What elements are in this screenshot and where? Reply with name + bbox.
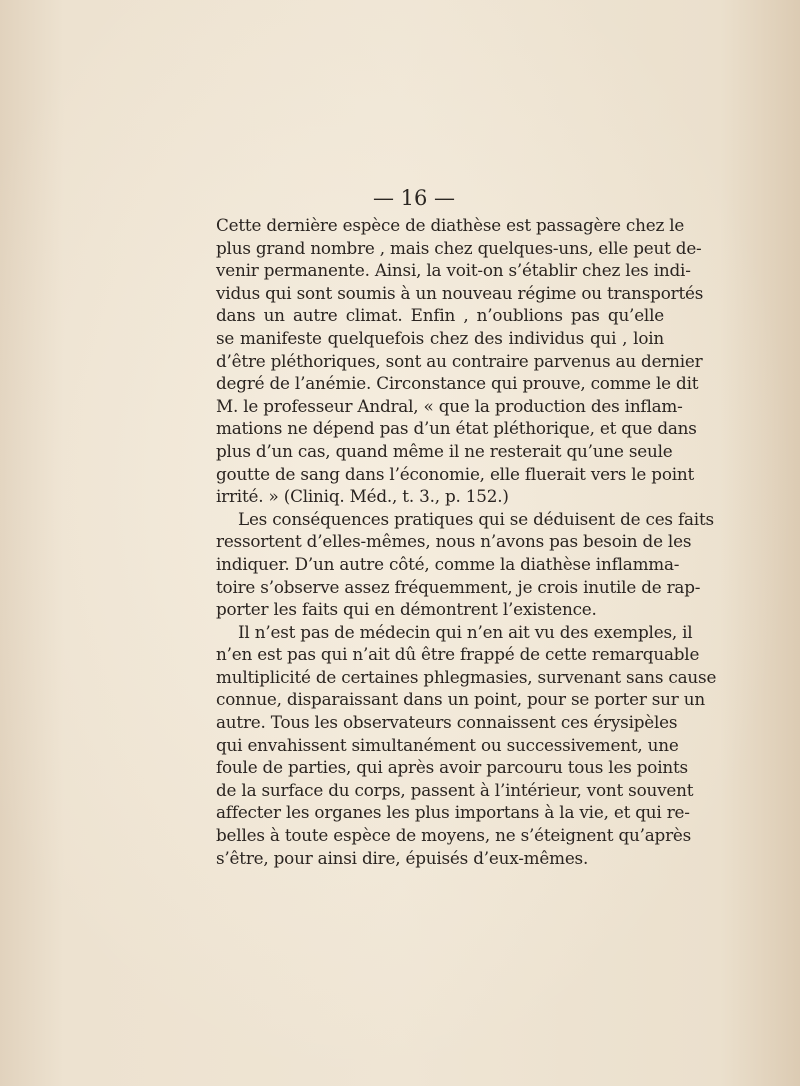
text-line: plus grand nombre , mais chez quelques-uns, elle peut de- <box>216 237 702 258</box>
text-line: Les conséquences pratiques qui se déduisent de ces faits <box>238 508 714 529</box>
text-line: venir permanente. Ainsi, la voit-on s’établir chez les indi- <box>216 260 691 281</box>
text-line: irrité. » (Cliniq. Méd., t. 3., p. 152.) <box>216 486 509 507</box>
text-line: de la surface du corps, passent à l’intérieur, vont souvent <box>216 779 694 800</box>
body-text <box>216 214 717 869</box>
text-line: ressortent d’elles-mêmes, nous n’avons pas besoin de les <box>216 531 692 552</box>
text-line: degré de l’anémie. Circonstance qui prouve, comme le dit <box>216 373 699 394</box>
text-line: Il n’est pas de médecin qui n’en ait vu des exemples, il <box>238 621 693 642</box>
text-line: autre. Tous les observateurs connaissent ces érysipèles <box>216 712 678 733</box>
paragraph-2 <box>216 508 714 621</box>
paragraph-1 <box>216 214 704 508</box>
text-line: toire s’observe assez fréquemment, je crois inutile de rap- <box>216 576 701 597</box>
paragraph-3 <box>216 621 717 870</box>
text-line: dans un autre climat. Enfin , n’oublions pas qu’elle <box>216 305 664 326</box>
page-number: — 16 — <box>372 186 456 210</box>
text-line: goutte de sang dans l’économie, elle fluerait vers le point <box>216 463 695 484</box>
text-line: vidus qui sont soumis à un nouveau régime ou transportés <box>216 282 704 303</box>
text-line: d’être pléthoriques, sont au contraire parvenus au dernier <box>216 350 703 371</box>
text-line: mations ne dépend pas d’un état pléthorique, et que dans <box>216 418 697 439</box>
text-line: s’être, pour ainsi dire, épuisés d’eux-mêmes. <box>216 847 589 868</box>
text-line: qui envahissent simultanément ou successivement, une <box>216 734 679 755</box>
text-line: affecter les organes les plus importans à la vie, et qui re- <box>216 802 690 823</box>
text-line: belles à toute espèce de moyens, ne s’éteignent qu’après <box>216 825 692 846</box>
text-line: Cette dernière espèce de diathèse est passagère chez le <box>216 215 685 235</box>
text-line: porter les faits qui en démontrent l’existence. <box>216 599 597 620</box>
text-line: indiquer. D’un autre côté, comme la diathèse inflamma- <box>216 553 680 574</box>
text-line: plus d’un cas, quand même il ne resterait qu’une seule <box>216 440 673 461</box>
text-line: se manifeste quelquefois chez des individus qui , loin <box>216 327 664 348</box>
text-line: n’en est pas qui n’ait dû être frappé de cette remarquable <box>216 644 700 665</box>
text-line: connue, disparaissant dans un point, pour se porter sur un <box>216 689 705 710</box>
text-line: multiplicité de certaines phlegmasies, survenant sans cause <box>216 666 717 687</box>
text-line: foule de parties, qui après avoir parcouru tous les points <box>216 757 688 778</box>
text-line: M. le professeur Andral, « que la production des inflam- <box>216 395 683 416</box>
